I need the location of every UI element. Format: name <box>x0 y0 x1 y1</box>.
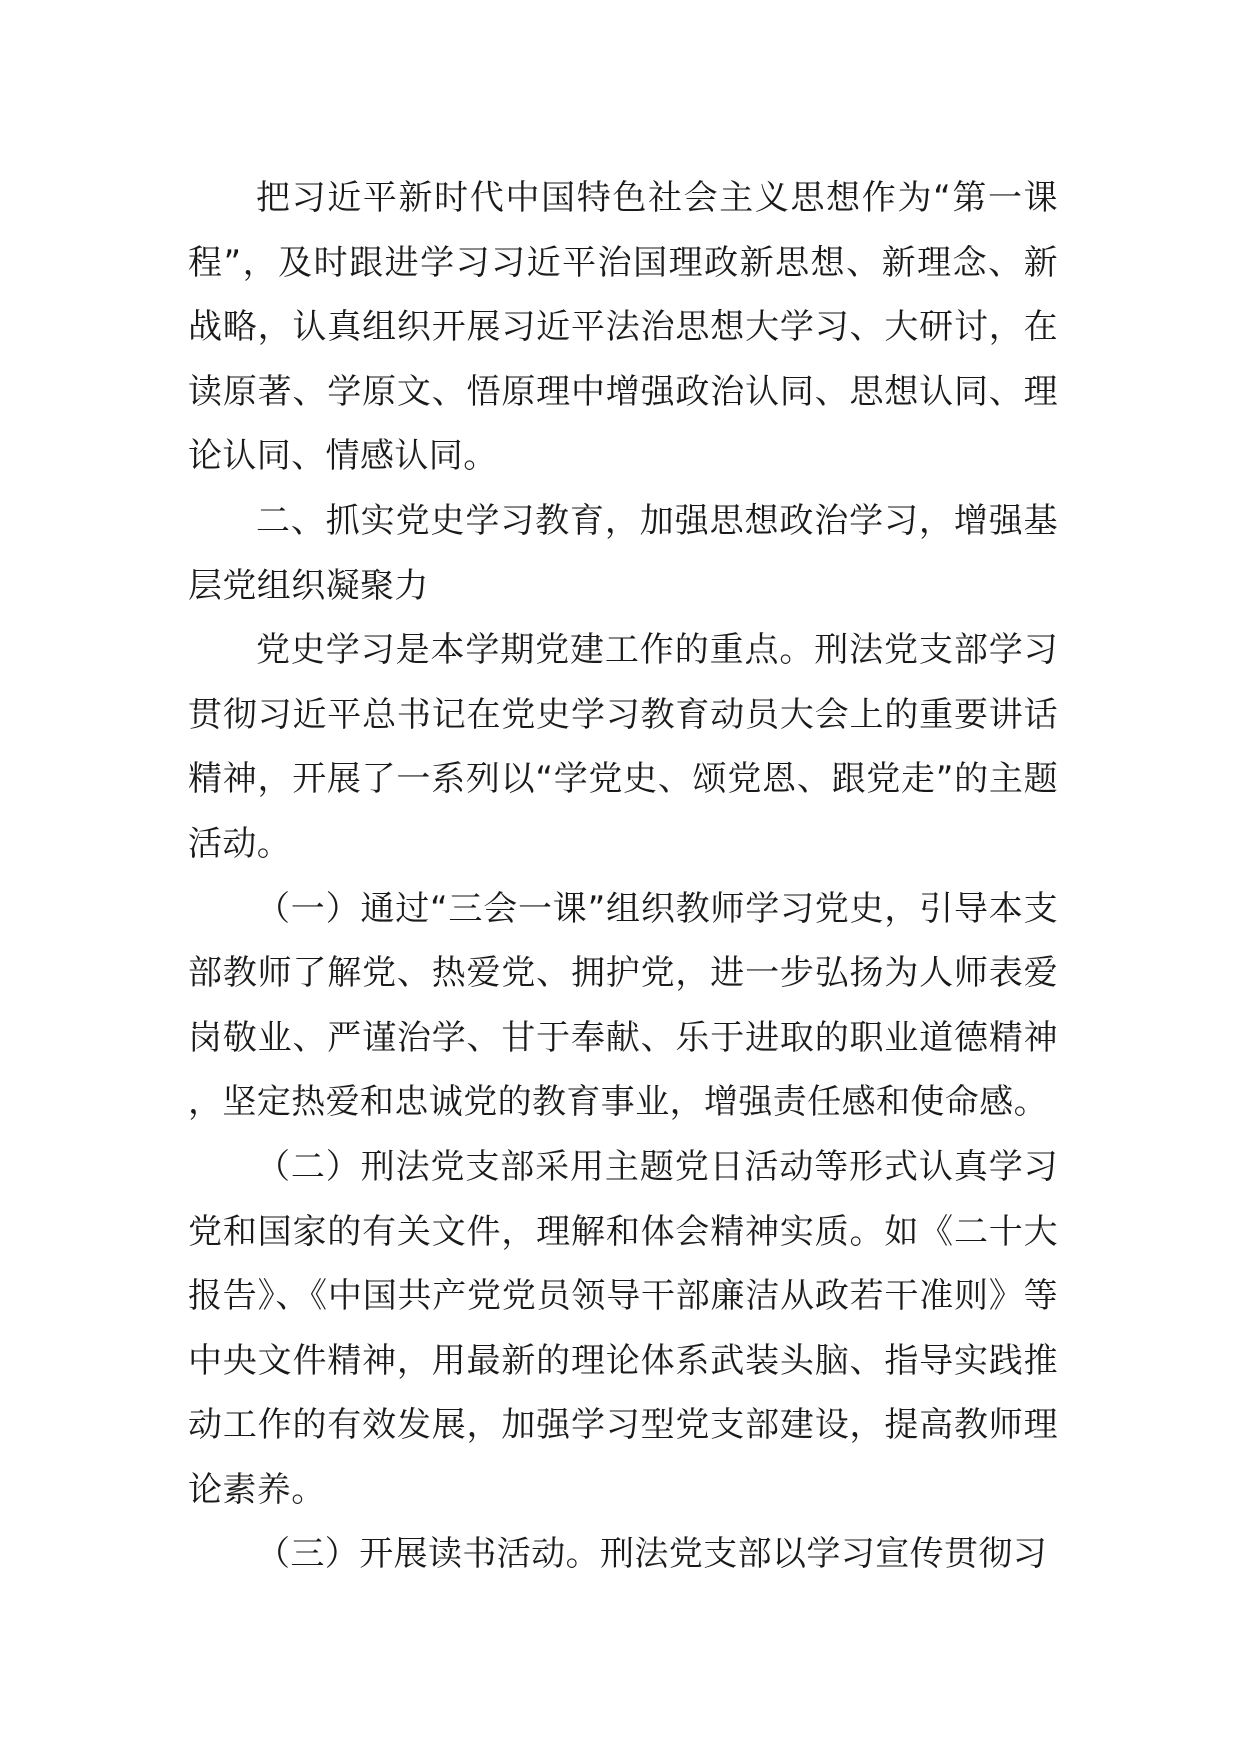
paragraph-study-thought: 把习近平新时代中国特色社会主义思想作为“第一课程”，及时跟进学习习近平治国理政新思想、新理念、新战略，认真组织开展习近平法治思想大学习、大研讨，在读原著、学原文、悟原理中增强政治认同、思想认同、理论认同、情感认同。 <box>188 178 1058 477</box>
paragraph-item-one: （一）通过“三会一课”组织教师学习党史，引导本支部教师了解党、热爱党、拥护党，进一步弘扬为人师表爱岗敬业、严谨治学、甘于奉献、乐于进取的职业道德精神，坚定热爱和忠诚党的教育事业，增强责任感和使命感。 <box>188 888 1058 1123</box>
document-body <box>188 166 1058 1587</box>
paragraph-item-two: （二）刑法党支部采用主题党日活动等形式认真学习党和国家的有关文件，理解和体会精神实质。如《二十大报告》、《中国共产党党员领导干部廉洁从政若干准则》等中央文件精神，用最新的理论体系武装头脑、指导实践推动工作的有效发展，加强学习型党支部建设，提高教师理论素养。 <box>188 1146 1058 1510</box>
paragraph-item-three: （三）开展读书活动。刑法党支部以学习宣传贯彻习 <box>256 1534 1048 1575</box>
paragraph-party-history-focus: 党史学习是本学期党建工作的重点。刑法党支部学习贯彻习近平总书记在党史学习教育动员大会上的重要讲话精神，开展了一系列以“学党史、颂党恩、跟党走”的主题活动。 <box>188 630 1058 864</box>
section-heading-party-history: 二、抓实党史学习教育，加强思想政治学习，增强基层党组织凝聚力 <box>188 500 1058 606</box>
